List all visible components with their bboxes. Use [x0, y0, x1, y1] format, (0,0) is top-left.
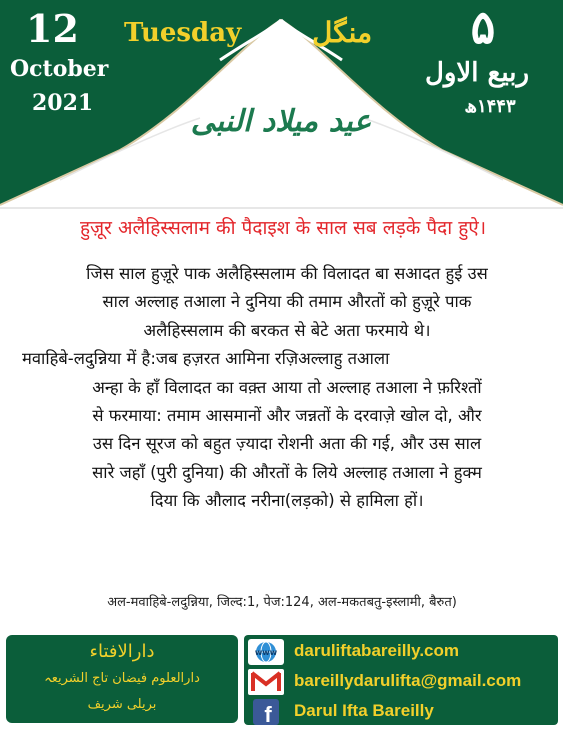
org-name-line3: بریلی شریف: [87, 697, 157, 712]
org-name-line1: دارالافتاء: [89, 641, 155, 662]
weekday-english: Tuesday: [124, 18, 242, 48]
body-line: उस दिन सूरज को बहुत ज़्यादा रोशनी अता की गई, और उस साल: [92, 434, 482, 454]
email-row[interactable]: [248, 669, 554, 695]
facebook-icon-text: f: [264, 702, 272, 725]
weekday-urdu: منگل: [312, 16, 373, 49]
contact-box: [244, 635, 558, 725]
gmail-icon: [248, 669, 284, 695]
article-body: [22, 260, 552, 516]
body-line: मवाहिबे-लदुन्निया में है:जब हज़रत आमिना रज़िअल्लाहु तआला: [22, 349, 390, 369]
body-line: से फरमाया: तमाम आसमानों और जन्नतों के दरवाज़े खोल दो, और: [92, 406, 482, 426]
facebook-row[interactable]: [248, 699, 554, 725]
globe-icon-text: www: [254, 648, 278, 657]
body-line: जिस साल हुज़ूरे पाक अलैहिस्सलाम की विलादत बा सआदत हुई उस: [86, 264, 488, 283]
email-link[interactable]: bareillydarulifta@gmail.com: [294, 671, 522, 690]
body-line: साल अल्लाह तआला ने दुनिया की तमाम औरतों को हुज़ूरे पाक: [102, 292, 472, 312]
website-link[interactable]: daruliftabareilly.com: [294, 641, 460, 660]
header-banner: [0, 0, 563, 210]
org-name-line2: دارالعلوم فیضان تاج الشریعہ: [44, 671, 200, 686]
body-line: सारे जहाँ (पुरी दुनिया) की औरतों के लिये अल्लाह तआला ने हुक्म: [92, 462, 482, 482]
organization-box: [6, 635, 238, 723]
date-year: 2021: [32, 90, 94, 116]
facebook-link[interactable]: Darul Ifta Bareilly: [294, 701, 434, 720]
body-line: अलैहिस्सलाम की बरकत से बेटे अता फरमाये थे।: [143, 320, 431, 340]
milad-calligraphy-logo: عید میلاد النبی: [190, 104, 372, 139]
date-day: 12: [26, 6, 79, 51]
date-month: October: [10, 56, 109, 82]
article-heading: हुज़ूर अलैहिस्सलाम की पैदाइश के साल सब लड़के पैदा हुऐ।: [79, 217, 487, 239]
facebook-icon: [248, 699, 284, 725]
body-line: अन्हा के हाँ विलादत का वक़्त आया तो अल्लाह तआला ने फ़रिश्तों: [92, 377, 482, 397]
globe-icon: [248, 639, 284, 665]
body-line: दिया कि औलाद नरीना(लड़को) से हामिला हों।: [150, 491, 424, 511]
hijri-month: ربیع الاول: [424, 58, 530, 88]
website-row[interactable]: [248, 639, 554, 665]
hijri-day: ۵: [470, 0, 496, 54]
article-reference: अल-मवाहिबे-लदुन्निया, जिल्द:1, पेज:124, अल-मकतबतु-इस्लामी, बैरुत): [107, 595, 457, 610]
hijri-year: ۱۴۴۳ھ: [464, 96, 516, 117]
